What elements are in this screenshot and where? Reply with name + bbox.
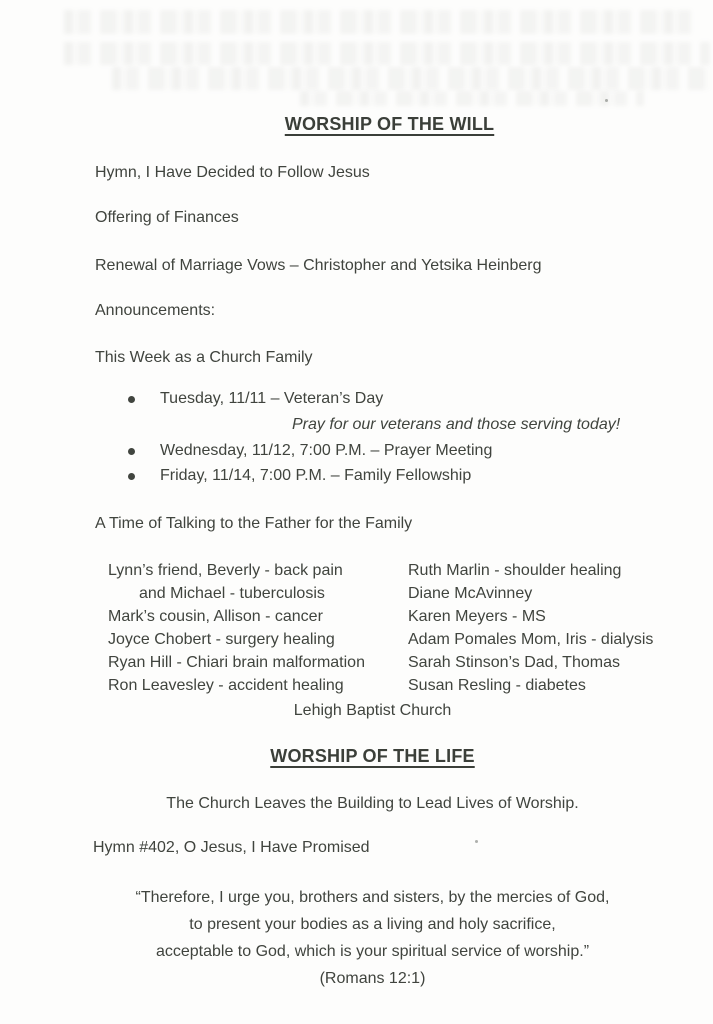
event-text: Tuesday, 11/11 – Veteran’s Day	[160, 390, 384, 407]
bleed-through-line	[64, 10, 696, 34]
prayer-request: Ryan Hill - Chiari brain malformation	[108, 654, 365, 671]
bleed-through-line	[300, 91, 644, 106]
event-item-tuesday	[128, 389, 383, 409]
prayer-request: and Michael - tuberculosis	[139, 585, 325, 602]
event-text: Friday, 11/14, 7:00 P.M. – Family Fellowship	[160, 467, 472, 484]
prayer-request: Ron Leavesley - accident healing	[108, 677, 344, 694]
prayer-request: Joyce Chobert - surgery healing	[108, 631, 335, 648]
section-heading-worship-of-the-will: WORSHIP OF THE WILL	[284, 114, 495, 134]
prayer-request: Ruth Marlin - shoulder healing	[408, 562, 622, 579]
event-item-friday	[128, 466, 471, 486]
scripture-quote-line: acceptable to God, which is your spiritual service of worship.”	[155, 943, 590, 960]
scan-speck	[605, 99, 608, 102]
prayer-request: Karen Meyers - MS	[408, 608, 546, 625]
prayer-request: Lynn’s friend, Beverly - back pain	[108, 562, 343, 579]
life-subtitle: The Church Leaves the Building to Lead Lives of Worship.	[166, 795, 579, 812]
prayer-heading: A Time of Talking to the Father for the Family	[95, 515, 413, 532]
week-heading: This Week as a Church Family	[95, 349, 313, 366]
event-item-wednesday	[128, 441, 492, 461]
prayer-request: Mark’s cousin, Allison - cancer	[108, 608, 323, 625]
order-item-closing-hymn: Hymn #402, O Jesus, I Have Promised	[93, 839, 370, 856]
section-heading-worship-of-the-life: WORSHIP OF THE LIFE	[270, 746, 475, 766]
bullet-icon	[128, 448, 135, 455]
event-note-veterans: Pray for our veterans and those serving today!	[292, 416, 621, 433]
scripture-reference: (Romans 12:1)	[319, 970, 426, 987]
scripture-quote-line: “Therefore, I urge you, brothers and sisters, by the mercies of God,	[135, 889, 610, 906]
bleed-through-line	[64, 42, 710, 65]
announcements-label: Announcements:	[95, 302, 216, 319]
order-item-marriage-vows: Renewal of Marriage Vows – Christopher and Yetsika Heinberg	[95, 257, 542, 274]
prayer-request: Susan Resling - diabetes	[408, 677, 586, 694]
prayer-request: Adam Pomales Mom, Iris - dialysis	[408, 631, 654, 648]
bullet-icon	[128, 396, 135, 403]
prayer-request: Diane McAvinney	[408, 585, 533, 602]
prayer-list-right-column	[408, 559, 653, 697]
church-name: Lehigh Baptist Church	[293, 702, 452, 719]
scripture-quote-line: to present your bodies as a living and holy sacrifice,	[189, 916, 556, 933]
prayer-list-left-column	[108, 559, 365, 697]
order-item-hymn: Hymn, I Have Decided to Follow Jesus	[95, 164, 370, 181]
prayer-request: Sarah Stinson’s Dad, Thomas	[408, 654, 620, 671]
order-item-offering: Offering of Finances	[95, 209, 239, 226]
event-text: Wednesday, 11/12, 7:00 P.M. – Prayer Meeting	[160, 442, 493, 459]
scripture-quote	[16, 884, 713, 992]
bullet-icon	[128, 473, 135, 480]
scan-speck	[475, 840, 478, 843]
bleed-through-line	[112, 67, 710, 90]
